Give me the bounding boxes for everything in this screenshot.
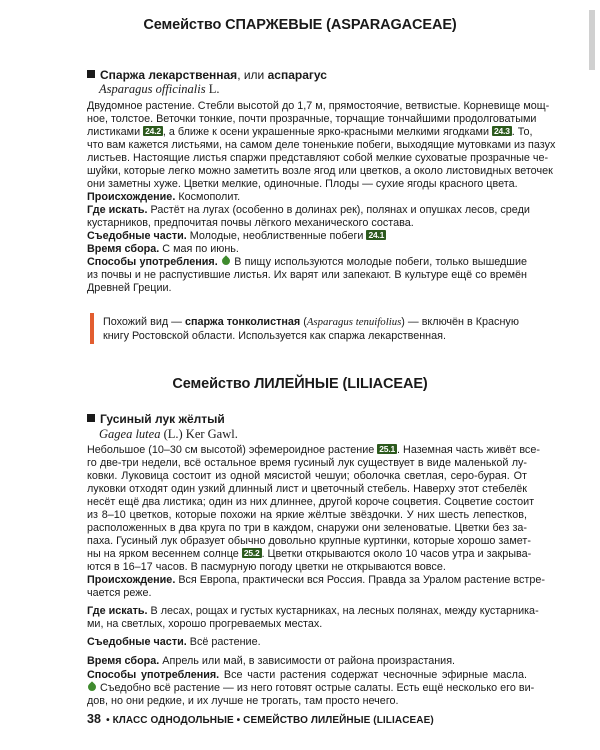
where2-line-1	[87, 605, 539, 618]
field-text: Вся Европа, практически вся Россия. Правда за Уралом растение встре-	[175, 574, 545, 586]
where1-line-1	[87, 204, 530, 217]
latin-name: Gagea lutea	[99, 427, 161, 441]
leaf-icon	[86, 681, 97, 692]
photo-ref-tag[interactable]: 25.2	[243, 548, 260, 558]
field-label: Происхождение.	[87, 191, 176, 203]
field-text: Всё растение.	[186, 636, 261, 648]
desc1-line-6: шуйки, которые легко можно заметить возле ягод или цветков, а около листовидных веточек	[87, 165, 553, 177]
desc2-line-8: паха. Гусиный лук образует обычно довольно крупные куртинки, которые хорошо замет-	[87, 535, 531, 547]
species-heading-gagea	[87, 412, 225, 426]
origin2-line-1	[87, 574, 545, 587]
family-heading-liliaceae: Семейство ЛИЛЕЙНЫЕ (LILIACEAE)	[172, 376, 428, 392]
species-name: Гусиный лук жёлтый	[100, 412, 225, 426]
family-heading-asparagaceae: Семейство СПАРЖЕВЫЕ (ASPARAGACEAE)	[143, 17, 457, 33]
field-label: Съедобные части.	[87, 636, 187, 648]
text-span: ны на ярком весеннем солнце	[87, 548, 239, 560]
desc1-line-2: ное, толстое. Веточки тонкие, почти прозрачные, торчащие тончайшими продолговатыми	[87, 113, 537, 125]
species-latin-asparagus	[99, 82, 220, 97]
field-label: Происхождение.	[87, 574, 176, 586]
similar-species-marker	[90, 313, 94, 344]
desc1-line-4: что вам кажется листьями, на самом деле тоненькие побеги, выходящие мутовками из пазух	[87, 139, 556, 151]
field-label: Где искать.	[87, 605, 148, 617]
photo-ref-tag[interactable]: 24.1	[368, 230, 385, 240]
page-footer	[87, 712, 434, 726]
field-text: В пищу используются молодые побеги, только вышедшие	[230, 256, 527, 268]
text-span: . То,	[511, 126, 533, 138]
desc2-line-4: луковки отходят один узкий длинный лист и цветочный стебель. Наверху этот стебелёк	[87, 483, 527, 495]
field-text: В лесах, рощах и густых кустарниках, на лесных полянах, между кустарника-	[147, 605, 539, 617]
text-span: , а ближе к осени украшенные ярко-красными мелкими ягодками	[162, 126, 489, 138]
text-span: . Наземная часть живёт все-	[397, 444, 540, 456]
origin2-line-2: чается реже.	[87, 587, 152, 599]
collect1	[87, 243, 527, 256]
field-text: Апрель или май, в зависимости от района произрастания.	[159, 655, 456, 667]
latin-name: Asparagus officinalis	[99, 82, 206, 96]
edible1	[87, 230, 527, 243]
use2-line-1	[87, 669, 527, 682]
field-text: Все части растения содержат чесночные эфирные масла.	[219, 669, 527, 681]
text-span: . Цветки открываются около 10 часов утра и закрыва-	[261, 548, 532, 560]
text-span: Похожий вид —	[103, 316, 185, 328]
use1-line-3: Древней Греции.	[87, 282, 172, 294]
photo-ref-tag[interactable]: 24.2	[145, 126, 161, 136]
desc2-line-10: ются в 16–17 часов. В пасмурную погоду цветки не открываются вовсе.	[87, 561, 446, 573]
text-span: листиками	[87, 126, 141, 138]
text-span: (	[300, 316, 307, 328]
latin-author: L.	[205, 82, 220, 96]
field-text: Молодые, необлиственные побеги	[186, 230, 367, 242]
desc1-line-7: они заметны хуже. Цветки мелкие, одиночные. Плоды — сухие ягоды красного цвета.	[87, 178, 518, 190]
species-name: Спаржа лекарственная	[100, 68, 238, 82]
similar-line-2: книгу Ростовской области. Используется как спаржа лекарственная.	[103, 330, 446, 342]
desc2-line-7: расположенных в два круга по три в каждом, снаружи они зеленоватые. Цветки без за-	[87, 522, 527, 534]
bullet-square-icon	[87, 414, 95, 422]
desc2-line-1	[87, 444, 540, 457]
similar-species-name: спаржа тонколистная	[184, 316, 301, 328]
desc2-line-6: из 8–10 цветков, которые похожи на яркие жёлтые звёздочки. У них шесть лепестков,	[87, 509, 527, 521]
field-label: Способы употребления.	[87, 256, 218, 268]
use1-line-1	[87, 256, 527, 269]
use2-line-3: дов, но они редкие, и их лучше не трогать, там просто нечего.	[87, 695, 399, 707]
field-label: Где искать.	[87, 204, 148, 216]
similar-line-1	[103, 316, 519, 329]
leaf-icon	[220, 255, 231, 266]
desc2-line-2: го две-три недели, всё остальное время гусиный лук существует в виде маленькой лу-	[87, 457, 527, 469]
species-alt-name: аспарагус	[267, 68, 327, 82]
field-label: Время сбора.	[87, 243, 160, 255]
field-label: Время сбора.	[87, 655, 160, 667]
edible2	[87, 636, 527, 649]
species-name-separator: , или	[237, 68, 268, 82]
desc2-line-9	[87, 548, 532, 561]
photo-ref-tag[interactable]: 24.3	[493, 126, 510, 136]
field-label: Съедобные части.	[87, 230, 187, 242]
running-footer-text: • КЛАСС ОДНОДОЛЬНЫЕ • СЕМЕЙСТВО ЛИЛЕЙНЫЕ (LILIACEAE)	[106, 715, 434, 726]
species-heading-asparagus	[87, 68, 327, 82]
species-latin-gagea	[99, 427, 238, 442]
desc1-line-1: Двудомное растение. Стебли высотой до 1,7 м, прямостоячие, ветвистые. Корневище мощ-	[87, 100, 550, 112]
where1-line-2: кустарников, предпочитая почвы лёгкого механического состава.	[87, 217, 414, 229]
field-text: С мая по июнь.	[159, 243, 239, 255]
origin1	[87, 191, 527, 204]
page-number: 38	[87, 712, 102, 726]
field-text: Космополит.	[175, 191, 241, 203]
field-text: Съедобно всё растение — из него готовят острые салаты. Есть ещё несколько его ви-	[97, 682, 535, 694]
collect2	[87, 655, 527, 668]
desc2-line-3: ковки. Луковица состоит из одной мясистой чешуи; оболочка светлая, серо-бурая. От	[87, 470, 527, 482]
similar-latin: Asparagus tenuifolius	[306, 316, 402, 328]
where2-line-2: ми, на светлых, хорошо прогреваемых местах.	[87, 618, 323, 630]
text-span: Небольшое (10–30 см высотой) эфемероидное растение	[87, 444, 375, 456]
use1-line-2: из почвы и не распустившие листья. Их варят или запекают. В культуре ещё со времён	[87, 269, 527, 281]
photo-ref-tag[interactable]: 25.1	[379, 444, 396, 454]
text-span: ) — включён в Красную	[401, 316, 519, 328]
use2-line-2	[87, 682, 535, 695]
field-label: Способы употребления.	[87, 669, 220, 681]
desc1-line-5: листьев. Настоящие листья спаржи представляют собой мелкие суховатые прозрачные че-	[87, 152, 549, 164]
bullet-square-icon	[87, 70, 95, 78]
desc2-line-5: несёт ещё два листика; один из них длиннее, другой короче соцветия. Соцветие состоит	[87, 496, 535, 508]
latin-author: (L.) Ker Gawl.	[160, 427, 238, 441]
desc1-line-3	[87, 126, 533, 139]
field-text: Растёт на лугах (особенно в долинах рек), полянах и опушках лесов, среди	[147, 204, 530, 216]
